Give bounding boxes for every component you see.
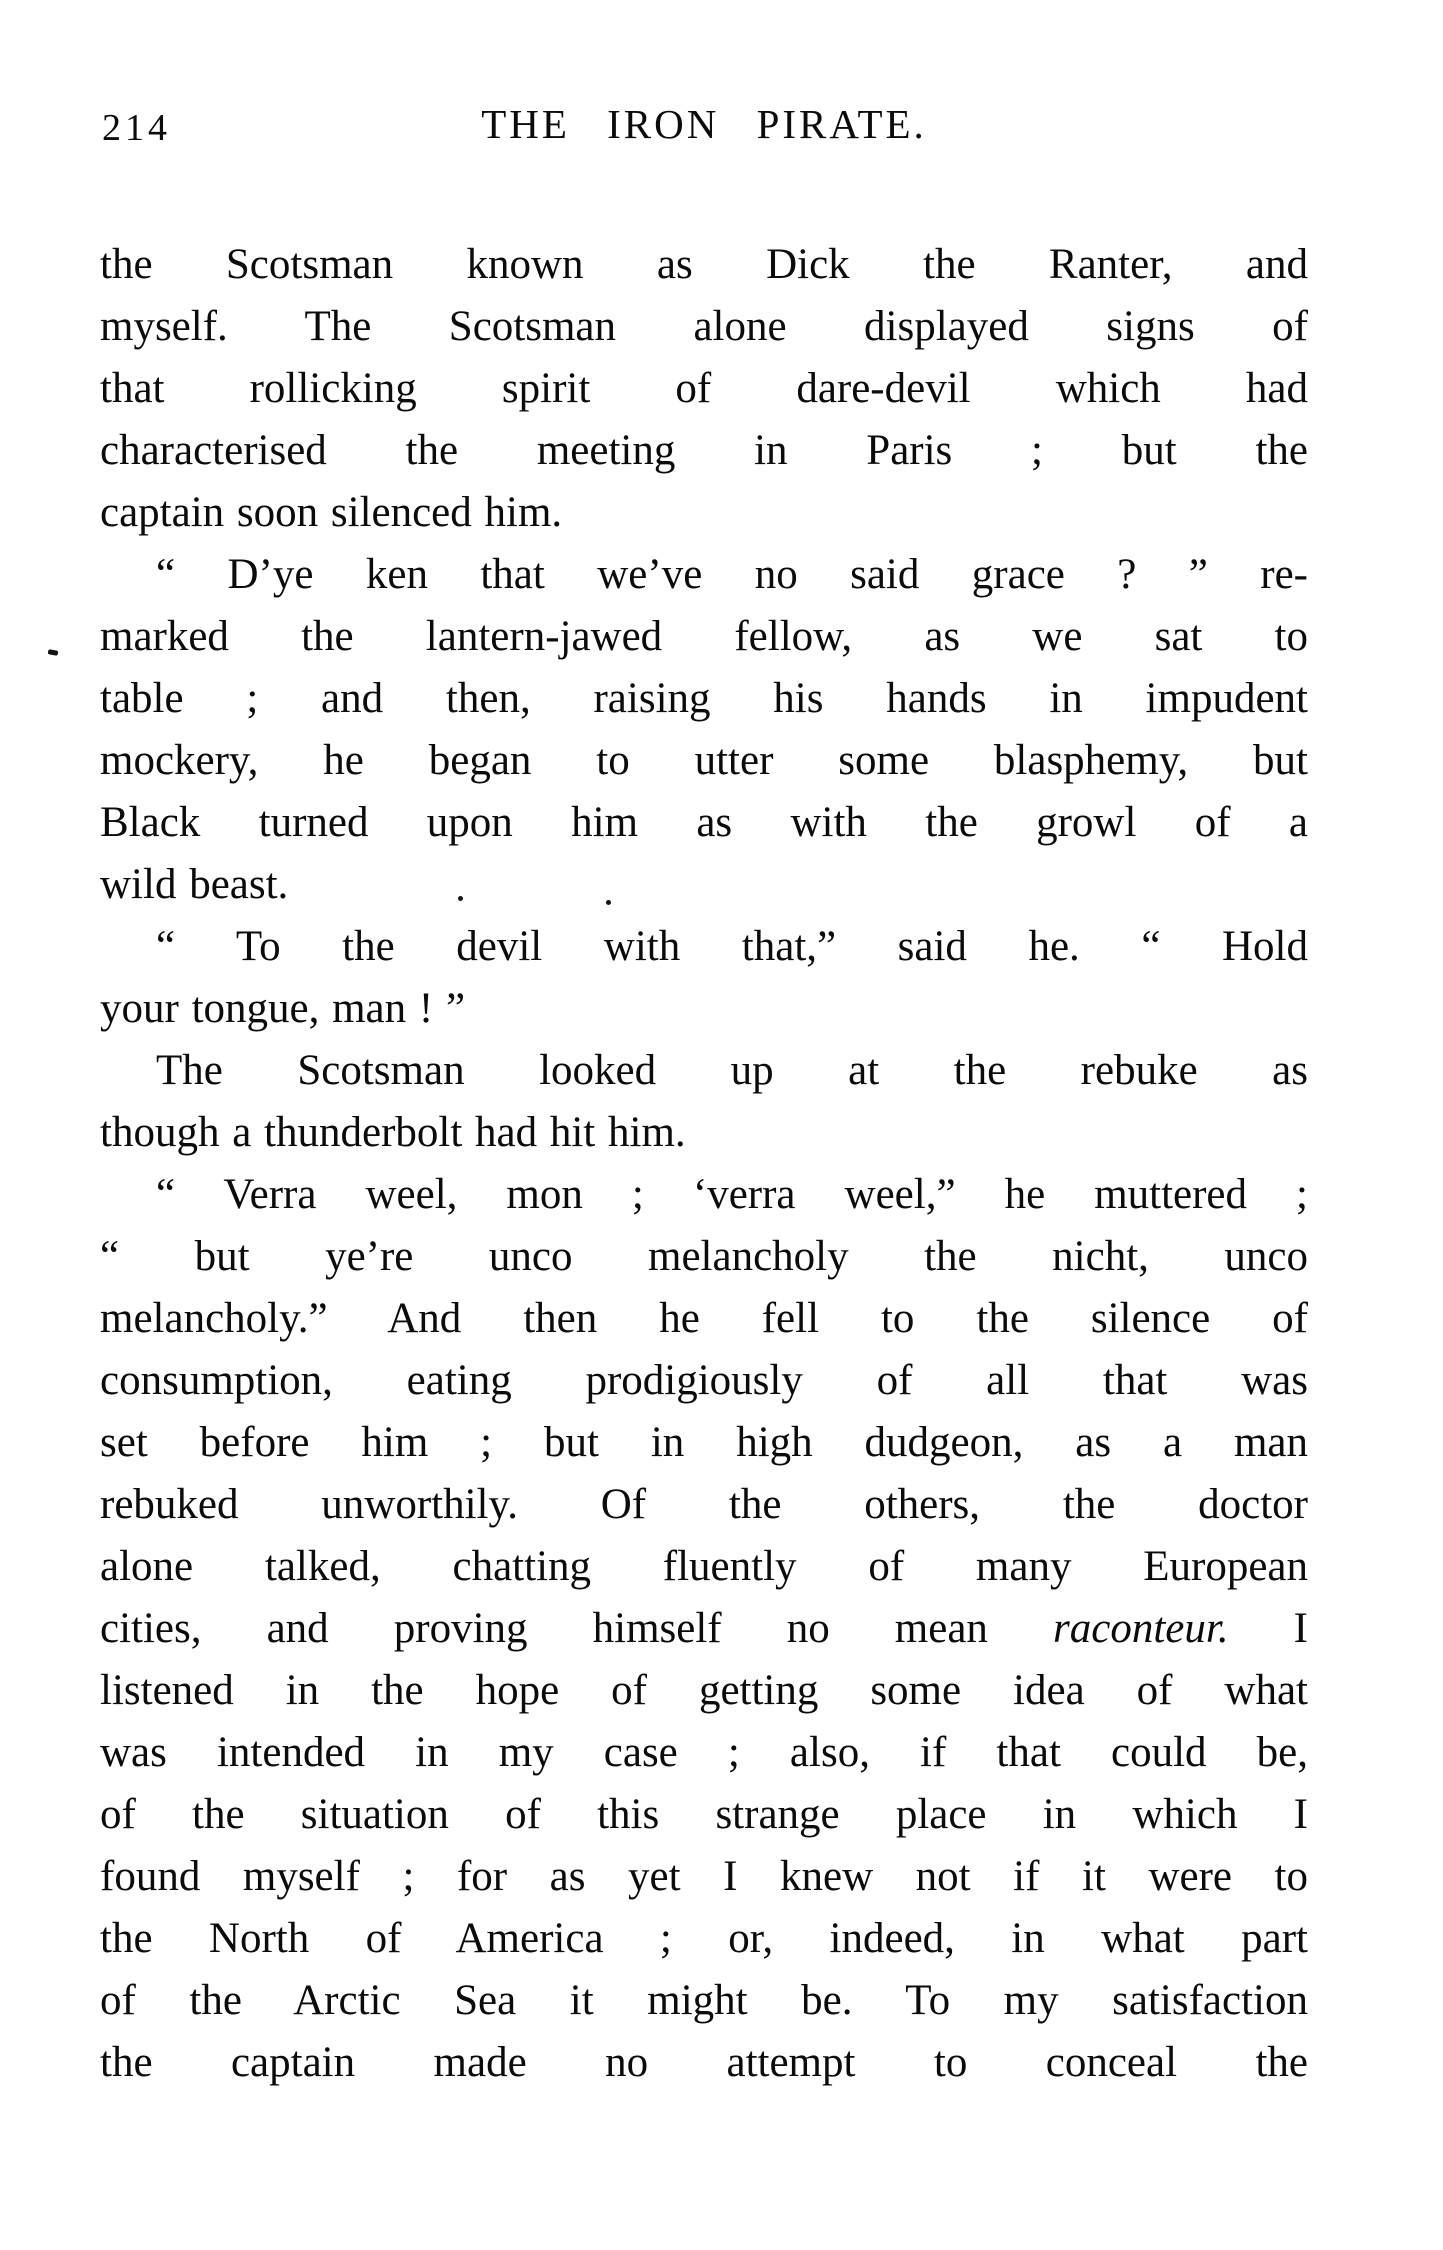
text-segment: cities, and proving himself no mean	[100, 1605, 1053, 1652]
text-line: was intended in my case ; also, if that could be,	[100, 1729, 1308, 1776]
text-line: though a thunderbolt had hit him.	[100, 1109, 686, 1156]
text-line: marked the lantern-jawed fellow, as we sat to	[100, 613, 1308, 660]
text-line: myself. The Scotsman alone displayed signs of	[100, 303, 1308, 350]
text-line	[100, 1598, 1308, 1660]
page-text	[100, 234, 1308, 2094]
text-line: consumption, eating prodigiously of all that was	[100, 1357, 1308, 1404]
text-line: mockery, he began to utter some blasphemy, but	[100, 737, 1308, 784]
text-line: melancholy.” And then he fell to the silence of	[100, 1295, 1308, 1342]
ink-speck	[606, 900, 611, 905]
italic-text: raconteur.	[1053, 1605, 1229, 1652]
ink-speck	[48, 649, 59, 656]
ink-speck	[458, 896, 463, 901]
text-segment: I	[1228, 1605, 1308, 1652]
text-line: your tongue, man ! ”	[100, 985, 466, 1032]
text-line: captain soon silenced him.	[100, 489, 563, 536]
text-line: The Scotsman looked up at the rebuke as	[156, 1047, 1308, 1094]
text-line: found myself ; for as yet I knew not if it were to	[100, 1853, 1308, 1900]
text-line: characterised the meeting in Paris ; but the	[100, 427, 1308, 474]
text-line: “ D’ye ken that we’ve no said grace ? ” re-	[156, 551, 1308, 598]
text-line: table ; and then, raising his hands in impudent	[100, 675, 1308, 722]
page-number: 214	[102, 107, 171, 149]
running-title: THE IRON PIRATE.	[481, 101, 927, 147]
text-line: the North of America ; or, indeed, in what part	[100, 1915, 1308, 1962]
text-line: alone talked, chatting fluently of many European	[100, 1543, 1308, 1590]
text-line: that rollicking spirit of dare-devil which had	[100, 365, 1308, 412]
text-line: of the situation of this strange place in which I	[100, 1791, 1308, 1838]
text-line: of the Arctic Sea it might be. To my satisfaction	[100, 1977, 1308, 2024]
text-line: rebuked unworthily. Of the others, the doctor	[100, 1481, 1308, 1528]
text-line: listened in the hope of getting some idea of what	[100, 1667, 1308, 1714]
text-line: the captain made no attempt to conceal the	[100, 2039, 1308, 2086]
text-line: “ Verra weel, mon ; ‘verra weel,” he muttered ;	[156, 1171, 1308, 1218]
text-line: “ To the devil with that,” said he. “ Hold	[156, 923, 1308, 970]
text-line: wild beast.	[100, 861, 289, 908]
text-line: “ but ye’re unco melancholy the nicht, unco	[100, 1233, 1308, 1280]
running-head	[100, 100, 1308, 160]
text-line: set before him ; but in high dudgeon, as a man	[100, 1419, 1308, 1466]
text-line: the Scotsman known as Dick the Ranter, and	[100, 241, 1308, 288]
text-line: Black turned upon him as with the growl of a	[100, 799, 1308, 846]
